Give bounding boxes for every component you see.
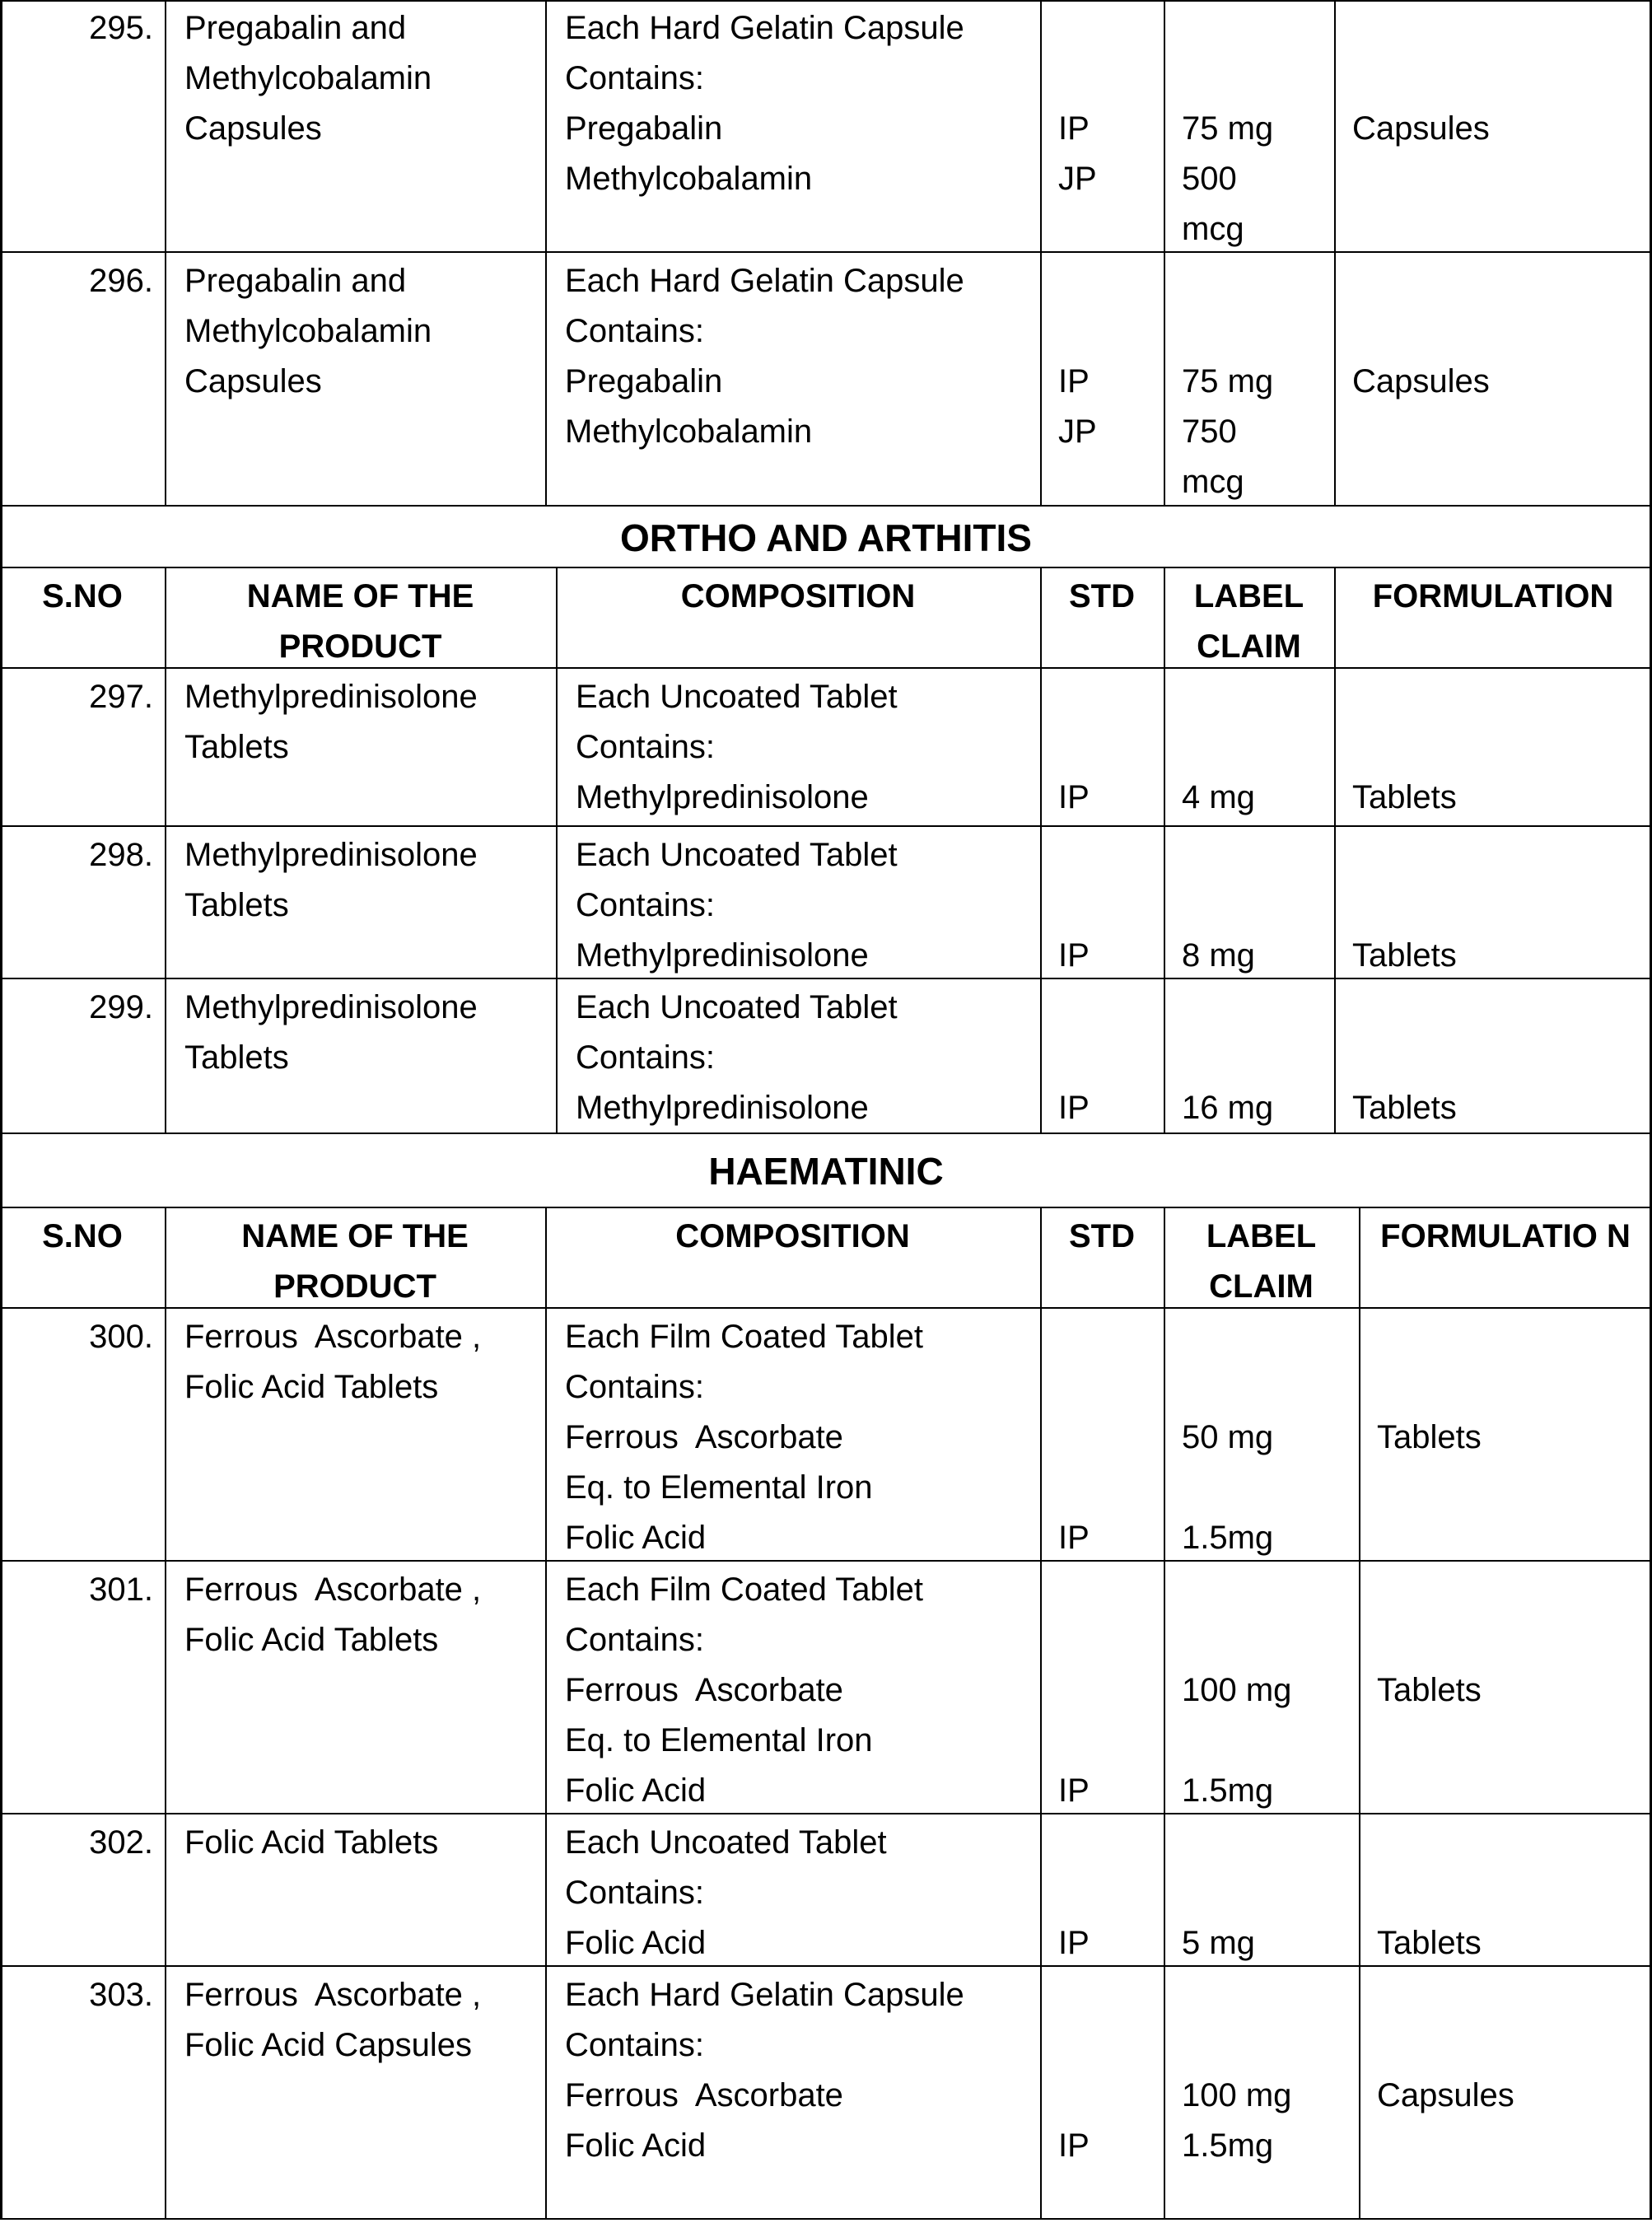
serial-number: 301. (89, 1572, 153, 1608)
label-claim-line: 750 (1182, 413, 1237, 450)
composition-line: Pregabalin (565, 363, 723, 399)
column-divider (1359, 1967, 1360, 2220)
standard-line: IP (1058, 937, 1090, 974)
formulation-line: Capsules (1352, 110, 1490, 147)
label-claim-line: mcg (1182, 464, 1244, 500)
header-cell: S.NO (42, 1218, 123, 1254)
column-divider (1164, 0, 1165, 253)
column-divider (165, 0, 166, 253)
label-claim-line: 75 mg (1182, 363, 1274, 399)
serial-number: 295. (89, 10, 153, 46)
product-name-line: Tablets (184, 729, 289, 765)
column-divider (1040, 0, 1042, 253)
composition-line: Contains: (576, 1039, 715, 1076)
border-left (0, 1208, 2, 1309)
product-name-line: Ferrous Ascorbate , (184, 1977, 482, 2013)
column-divider (1164, 1814, 1165, 1967)
column-divider (1164, 1562, 1165, 1814)
column-divider (165, 1562, 166, 1814)
table-row (0, 827, 1652, 979)
column-divider (165, 1814, 166, 1967)
column-divider (1164, 1967, 1165, 2220)
header-cell: LABEL CLAIM (1193, 578, 1304, 665)
column-divider (1359, 1562, 1360, 1814)
column-divider (165, 669, 166, 827)
composition-line: Methylcobalamin (565, 413, 813, 450)
column-divider (1359, 1309, 1360, 1562)
product-name-line: Capsules (184, 110, 322, 147)
composition-line: Each Hard Gelatin Capsule (565, 263, 964, 299)
product-name-line: Pregabalin and (184, 263, 407, 299)
column-divider (165, 568, 166, 669)
header-cell: NAME OF THE PRODUCT (241, 1218, 469, 1305)
formulation-line: Tablets (1352, 1090, 1457, 1126)
standard-line: IP (1058, 363, 1090, 399)
table-row (0, 1562, 1652, 1814)
column-divider (545, 253, 547, 507)
header-cell: COMPOSITION (675, 1218, 910, 1254)
section-title: HAEMATINIC (708, 1150, 944, 1193)
composition-line: Folic Acid (565, 1772, 707, 1809)
composition-line: Contains: (565, 1369, 704, 1405)
column-divider (545, 1814, 547, 1967)
column-divider (545, 1967, 547, 2220)
column-divider (1359, 1208, 1360, 1309)
serial-number: 298. (89, 837, 153, 873)
product-name-line: Methylpredinisolone (184, 989, 478, 1025)
column-divider (165, 1309, 166, 1562)
standard-line: IP (1058, 110, 1090, 147)
column-divider (1164, 568, 1165, 669)
column-divider (165, 1967, 166, 2220)
label-claim-line: 1.5mg (1182, 2127, 1274, 2164)
table-row (0, 0, 1652, 253)
border-left (0, 568, 2, 669)
formulation-line: Tablets (1352, 937, 1457, 974)
product-name-line: Ferrous Ascorbate , (184, 1319, 482, 1355)
column-divider (545, 1309, 547, 1562)
standard-line: IP (1058, 1090, 1090, 1126)
serial-number: 302. (89, 1824, 153, 1861)
composition-line: Folic Acid (565, 1925, 707, 1961)
standard-line: IP (1058, 779, 1090, 815)
header-cell: STD (1069, 1218, 1135, 1254)
composition-line: Pregabalin (565, 110, 723, 147)
standard-line: IP (1058, 1520, 1090, 1556)
section-title: ORTHO AND ARTHITIS (619, 516, 1032, 559)
label-claim-line: 1.5mg (1182, 1520, 1274, 1556)
table-row (0, 1814, 1652, 1967)
standard-line: IP (1058, 2127, 1090, 2164)
serial-number: 299. (89, 989, 153, 1025)
composition-line: Methylcobalamin (565, 161, 813, 197)
column-divider (1164, 827, 1165, 979)
standard-line: IP (1058, 1772, 1090, 1809)
composition-line: Contains: (565, 1875, 704, 1911)
table-header-row (0, 568, 1652, 669)
composition-line: Each Film Coated Tablet (565, 1319, 924, 1355)
product-name-line: Methylcobalamin (184, 313, 432, 349)
formulation-line: Capsules (1377, 2077, 1514, 2113)
composition-line: Each Uncoated Tablet (576, 679, 898, 715)
section-title-row (0, 507, 1652, 568)
table-row (0, 979, 1652, 1134)
composition-line: Contains: (576, 729, 715, 765)
column-divider (1334, 979, 1336, 1134)
column-divider (165, 827, 166, 979)
border-top (0, 0, 1652, 2)
product-name-line: Capsules (184, 363, 322, 399)
label-claim-line: 75 mg (1182, 110, 1274, 147)
column-divider (1040, 1309, 1042, 1562)
border-bottom (0, 2218, 1652, 2220)
serial-number: 303. (89, 1977, 153, 2013)
formulation-line: Tablets (1377, 1925, 1482, 1961)
header-cell: FORMULATIO N (1380, 1218, 1631, 1254)
composition-line: Folic Acid (565, 1520, 707, 1556)
label-claim-line: mcg (1182, 211, 1244, 247)
product-name-line: Methylpredinisolone (184, 679, 478, 715)
label-claim-line: 5 mg (1182, 1925, 1255, 1961)
column-divider (545, 1208, 547, 1309)
column-divider (1164, 669, 1165, 827)
label-claim-line: 16 mg (1182, 1090, 1274, 1126)
label-claim-line: 4 mg (1182, 779, 1255, 815)
product-name-line: Ferrous Ascorbate , (184, 1572, 482, 1608)
column-divider (165, 1208, 166, 1309)
composition-line: Contains: (576, 887, 715, 923)
composition-line: Folic Acid (565, 2127, 707, 2164)
column-divider (1040, 1967, 1042, 2220)
column-divider (545, 1562, 547, 1814)
product-name-line: Methylcobalamin (184, 60, 432, 96)
section-title-row (0, 1134, 1652, 1208)
column-divider (165, 253, 166, 507)
label-claim-line: 100 mg (1182, 1672, 1292, 1708)
column-divider (1334, 568, 1336, 669)
column-divider (545, 0, 547, 253)
composition-line: Methylpredinisolone (576, 937, 869, 974)
product-name-line: Folic Acid Tablets (184, 1622, 439, 1658)
column-divider (1334, 827, 1336, 979)
composition-line: Each Uncoated Tablet (576, 989, 898, 1025)
table-row (0, 253, 1652, 507)
formulation-line: Tablets (1377, 1419, 1482, 1455)
composition-line: Contains: (565, 1622, 704, 1658)
column-divider (1164, 253, 1165, 507)
header-cell: STD (1069, 578, 1135, 614)
formulation-line: Capsules (1352, 363, 1490, 399)
column-divider (556, 979, 558, 1134)
formulation-line: Tablets (1377, 1672, 1482, 1708)
column-divider (1040, 979, 1042, 1134)
composition-line: Each Hard Gelatin Capsule (565, 10, 964, 46)
column-divider (1334, 253, 1336, 507)
header-cell: LABEL CLAIM (1206, 1218, 1317, 1305)
composition-line: Eq. to Elemental Iron (565, 1722, 873, 1758)
product-name-line: Tablets (184, 1039, 289, 1076)
column-divider (556, 827, 558, 979)
label-claim-line: 8 mg (1182, 937, 1255, 974)
column-divider (165, 979, 166, 1134)
product-name-line: Tablets (184, 887, 289, 923)
column-divider (1040, 1562, 1042, 1814)
product-name-line: Folic Acid Tablets (184, 1369, 439, 1405)
product-name-line: Folic Acid Capsules (184, 2027, 473, 2063)
column-divider (556, 669, 558, 827)
formulation-line: Tablets (1352, 779, 1457, 815)
label-claim-line: 1.5mg (1182, 1772, 1274, 1809)
product-name-line: Pregabalin and (184, 10, 407, 46)
standard-line: JP (1058, 413, 1097, 450)
table-row (0, 1967, 1652, 2220)
composition-line: Ferrous Ascorbate (565, 2077, 843, 2113)
composition-line: Methylpredinisolone (576, 779, 869, 815)
header-cell: FORMULATION (1372, 578, 1614, 614)
serial-number: 297. (89, 679, 153, 715)
composition-line: Contains: (565, 313, 704, 349)
column-divider (1359, 1814, 1360, 1967)
composition-line: Ferrous Ascorbate (565, 1419, 843, 1455)
column-divider (1040, 568, 1042, 669)
header-cell: S.NO (42, 578, 123, 614)
label-claim-line: 50 mg (1182, 1419, 1274, 1455)
column-divider (1040, 253, 1042, 507)
column-divider (1164, 1208, 1165, 1309)
table-row (0, 1309, 1652, 1562)
composition-line: Each Uncoated Tablet (576, 837, 898, 873)
table-row (0, 669, 1652, 827)
label-claim-line: 500 (1182, 161, 1237, 197)
column-divider (1040, 669, 1042, 827)
product-name-line: Methylpredinisolone (184, 837, 478, 873)
column-divider (1040, 1814, 1042, 1967)
column-divider (1040, 827, 1042, 979)
composition-line: Methylpredinisolone (576, 1090, 869, 1126)
composition-line: Eq. to Elemental Iron (565, 1469, 873, 1506)
standard-line: IP (1058, 1925, 1090, 1961)
composition-line: Each Uncoated Tablet (565, 1824, 887, 1861)
serial-number: 300. (89, 1319, 153, 1355)
composition-line: Ferrous Ascorbate (565, 1672, 843, 1708)
composition-line: Contains: (565, 60, 704, 96)
serial-number: 296. (89, 263, 153, 299)
column-divider (1164, 1309, 1165, 1562)
header-cell: NAME OF THE PRODUCT (246, 578, 474, 665)
column-divider (1164, 979, 1165, 1134)
column-divider (1334, 669, 1336, 827)
composition-line: Each Hard Gelatin Capsule (565, 1977, 964, 2013)
header-cell: COMPOSITION (680, 578, 916, 614)
product-name-line: Folic Acid Tablets (184, 1824, 439, 1861)
composition-line: Contains: (565, 2027, 704, 2063)
table-header-row (0, 1208, 1652, 1309)
label-claim-line: 100 mg (1182, 2077, 1292, 2113)
composition-line: Each Film Coated Tablet (565, 1572, 924, 1608)
column-divider (1334, 0, 1336, 253)
column-divider (556, 568, 558, 669)
column-divider (1040, 1208, 1042, 1309)
standard-line: JP (1058, 161, 1097, 197)
